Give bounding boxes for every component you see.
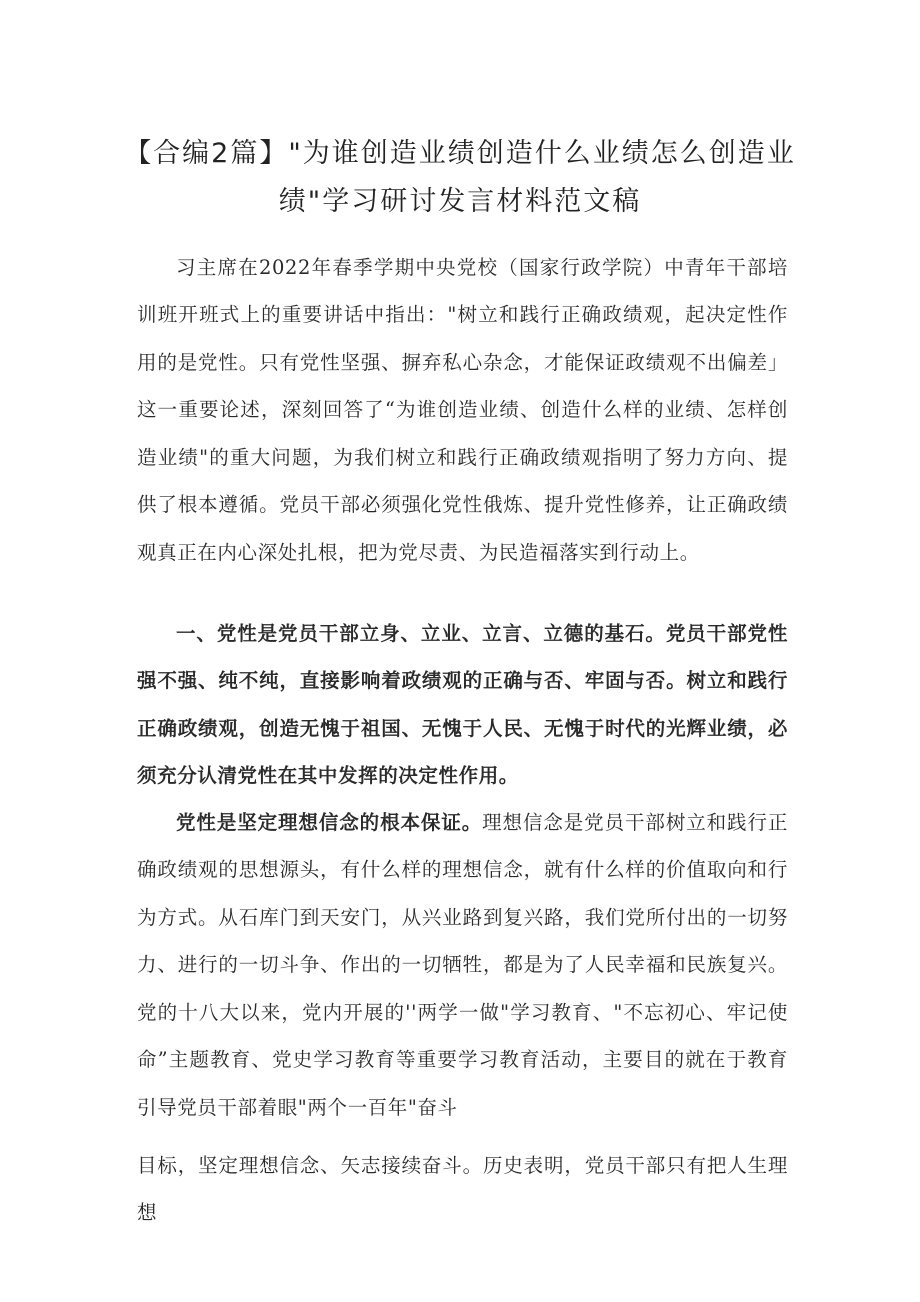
paragraph-intro (137, 244, 788, 577)
section-one-heading-text: 一、党性是党员干部立身、立业、立言、立德的基石。党员干部党性强不强、纯不纯，直接影响着政绩观的正确与否、牢固与否。树立和践行正确政绩观，创造无愧于祖国、无愧于人民、无愧于时代的光辉业绩，必须充分认清党性在其中发挥的决定性作用。 (137, 621, 788, 788)
paragraph-section-one-heading (137, 610, 788, 800)
document-title: 【合编2篇】"为谁创造业绩创造什么业绩怎么创造业绩"学习研讨发言材料范文稿 (124, 138, 796, 218)
paragraph-intro-text: 习主席在2022年春季学期中央党校（国家行政学院）中青年干部培训班开班式上的重要讲话中指出："树立和践行正确政绩观，起决定性作用的是党性。只有党性坚强、摒弃私心杂念，才能保证政绩观不出偏差」这一重要论述，深刻回答了“为谁创造业绩、创造什么样的业绩、怎样创造业绩"的重大问题，为我们树立和践行正确政绩观指明了努力方向、提供了根本遵循。党员干部必须强化党性俄炼、提升党性修养，让正确政绩观真正在内心深处扎根，把为党尽责、为民造福落实到行动上。 (137, 255, 788, 565)
paragraph-continuation (137, 1142, 788, 1237)
paragraph-party-spirit-text: 理想信念是党员干部树立和践行正确政绩观的思想源头，有什么样的理想信念，就有什么样的价值取向和行为方式。从石库门到天安门，从兴业路到复兴路，我们党所付出的一切努力、进行的一切斗争、作出的一切牺牲，都是为了人民幸福和民族复兴。党的十八大以来，党内开展的''两学一做"学习教育、"不忘初心、牢记使命”主题教育、党史学习教育等重要学习教育活动，主要目的就在于教育引导党员干部着眼"两个一百年"奋斗 (137, 810, 788, 1120)
paragraph-lead-sentence: 党性是坚定理想信念的根本保证。 (176, 810, 483, 834)
paragraph-party-spirit (137, 799, 788, 1132)
paragraph-continuation-text: 目标，坚定理想信念、矢志接续奋斗。历史表明，党员干部只有把人生理想 (137, 1153, 788, 1225)
